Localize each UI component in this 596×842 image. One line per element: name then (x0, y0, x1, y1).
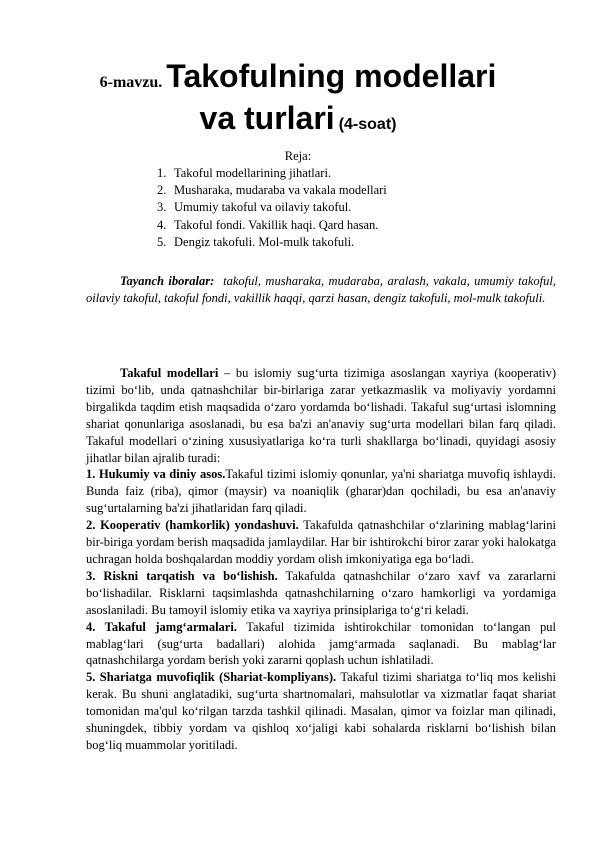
plan-item: 2. Musharaka, mudaraba va vakala modellari (157, 183, 387, 198)
section-paragraph (86, 517, 556, 568)
section-heading: 1. Hukumiy va diniy asos. (86, 467, 226, 482)
hours-label: (4-soat) (338, 116, 397, 133)
section-text: Takaful tizimi islomiy qonunlar, ya'ni shariatga muvofiq ishlaydi. Bunda faiz (riba), qimor (maysir) va noaniqlik (gharar)dan qochiladi, bu esa an'anaviy sug‘urtalarning ba'zi jihatlaridan farq qiladi. (86, 467, 556, 516)
intro-term: Takaful modellari (120, 366, 219, 380)
main-content (86, 365, 556, 754)
section-paragraph (86, 568, 556, 619)
keywords-paragraph (86, 273, 556, 307)
section-text: Takaful tizimi shariatga to‘liq mos kelishi kerak. Bu shuni anglatadiki, sug‘urta shartnomalari, mahsulotlar va xizmatlar faqat shariat tomonidan ma'qul ko‘rilgan tarzda tashkil qilinadi. Masalan, qimor va foizlar man qilinadi, shuningdek, tibbiy yordam va qishloq xo‘jaligi kabi sohalarda risklarni bo‘lishish bilan bog‘liq muammolar yoritiladi. (86, 670, 556, 752)
plan-item: 5. Dengiz takofuli. Mol-mulk takofuli. (157, 234, 355, 249)
intro-text: – bu islomiy sug‘urta tizimiga asoslangan xayriya (kooperativ) tizimi bo‘lib, unda qatnashchilar bir-birlariga zarar yetkazmaslik va moliyaviy yordamni birgalikda taqdim etish maqsadida o‘zaro yordamda bo‘lishadi. Takaful sug‘urtasi islomning shariat qonunlariga asoslanadi, bu esa ba'zi an'anaviy sug‘urta modellari bilan farq qiladi. Takaful modellari o‘zining xususiyatlariga ko‘ra turli shakllarga bo‘linadi, quyidagi asosiy jihatlar bilan ajralib turadi: (86, 366, 556, 465)
section-text: Takafulda qatnashchilar o‘zlarining mablag‘larini bir-biriga yordam berish maqsadida jamlaydilar. Har bir ishtirokchi biror zarar yoki halokatga uchragan holda boshqalardan moddiy yordam olish imkoniyatiga ega bo‘ladi. (86, 518, 556, 566)
topic-label: 6-mavzu. (99, 74, 163, 91)
plan-heading: Reja: (284, 149, 312, 163)
intro-paragraph (86, 365, 556, 466)
section-heading: 5. Shariatga muvofiqlik (Shariat-kompliyans). (86, 670, 337, 685)
title-line-2 (0, 100, 596, 137)
section-paragraph (86, 466, 556, 517)
page-title-continued: va turlari (199, 100, 335, 136)
plan-list (157, 165, 387, 251)
plan-item: 1. Takoful modellarining jihatlari. (157, 166, 332, 180)
section-text: Takafulda qatnashchilar o‘zaro xavf va zararlarni bo‘lishadilar. Risklarni taqsimlashda qatnashchilarning o‘zaro hamkorligi va yordamiga asoslaniladi. Bu tamoyil islomiy etika va xayriya prinsiplariga to‘g‘ri keladi. (86, 568, 557, 617)
title-line-1 (0, 58, 596, 95)
section-paragraph (86, 669, 556, 754)
section-heading: 3. Riskni tarqatish va bo‘lishish. (86, 568, 278, 583)
section-heading: 4. Takaful jamg‘armalari. (86, 619, 237, 634)
page-title: Takofulning modellari (166, 58, 497, 94)
plan-item: 4. Takoful fondi. Vakillik haqi. Qard hasan. (157, 217, 379, 232)
plan-item: 3. Umumiy takoful va oilaviy takoful. (157, 200, 352, 215)
section-paragraph (86, 619, 556, 670)
keywords-label: Tayanch iboralar: (120, 274, 215, 288)
keywords-text: takoful, musharaka, mudaraba, aralash, vakala, umumiy takoful, oilaviy takoful, takoful fondi, vakillik haqqi, qarzi hasan, dengiz takofuli, mol-mulk takofuli. (86, 274, 556, 305)
section-text: Takaful tizimida ishtirokchilar tomonidan to‘langan pul mablag‘lari (sug‘urta badallari) alohida jamg‘armada saqlanadi. Bu mablag‘lar qatnashchilarga yordam berish yoki zararni qoplash uchun ishlatiladi. (86, 619, 556, 668)
section-heading: 2. Kooperativ (hamkorlik) yondashuvi. (86, 518, 299, 533)
